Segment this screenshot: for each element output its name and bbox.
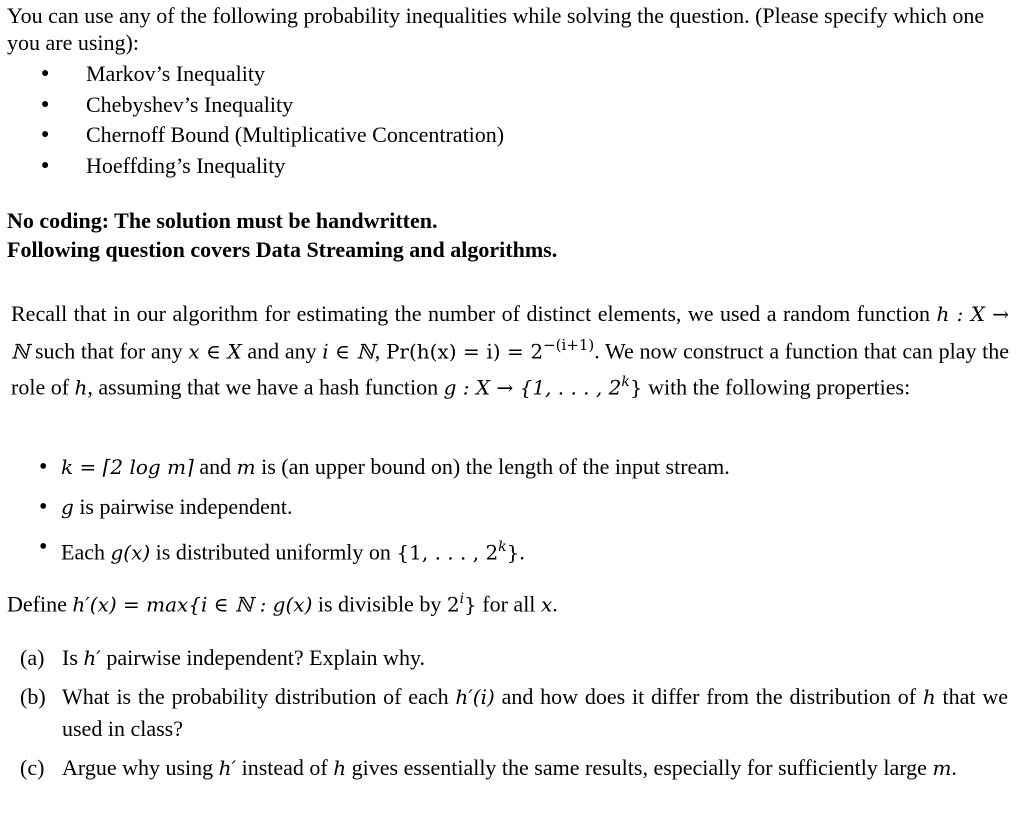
para-text-4: , [374,338,386,364]
uniform-text: is distributed uniformly on [150,539,397,565]
question-b-h: h [922,685,936,709]
definition-line [7,584,558,619]
define-x: x [540,592,553,617]
no-coding-note: No coding: The solution must be handwritten. [7,208,438,233]
question-c-pre: Argue why using [62,755,219,780]
question-a-post: pairwise independent? Explain why. [100,645,426,670]
property-k [0,452,730,492]
g-symbol: g [61,495,74,519]
question-b [20,681,1008,744]
define-mid: is divisible by [312,591,447,617]
question-b-hprime-i: h′(i) [455,685,495,709]
para-text-6: , assuming that we have a hash function [87,374,444,400]
x-in-X-math: x ∈ X [188,339,242,364]
probability-exponent: −(i+1) [543,336,595,354]
question-a-pre: Is [62,645,84,670]
pairwise-text: is pairwise independent. [73,494,293,519]
property-pairwise [0,492,730,532]
intro-text: You can use any of the following probability inequalities while solving the question. (Please specify which one you are using): [7,3,985,55]
question-c-hprime: h′ [218,756,237,780]
property-uniform [0,532,730,572]
k-exponent: k [621,374,630,391]
define-exponent: i [459,591,465,607]
para-text-2: such that for any [29,338,189,364]
para-text-3: and any [241,338,323,364]
m-symbol: m [236,455,256,479]
g-map-math: g : X → {1, . . . , 2 [443,375,622,400]
question-c-h: h [333,756,347,780]
define-lhs-math: h′(x) = max{i ∈ ℕ : g(x) [72,592,313,617]
set-k-exponent: k [498,539,507,555]
property-period: . [519,539,525,565]
problem-paragraph [11,298,1009,404]
define-pre: Define [7,591,73,617]
define-close: } [464,592,477,617]
question-c-label: (c) [20,755,45,780]
question-b-mid: and how does it differ from the distribution of [494,684,923,709]
k-text: and [193,454,237,479]
set-close-2: } [506,540,520,565]
k-definition-math: k = ⌈2 log m⌉ [61,455,194,479]
question-a-label: (a) [20,645,45,670]
inequality-chernoff: ● Chernoff Bound (Multiplicative Concentration) [0,120,504,151]
property-list [0,452,730,572]
para-text-7: with the following properties: [642,374,911,400]
set-math: {1, . . . , 2 [396,540,499,565]
question-b-label: (b) [20,684,46,709]
para-text-1: Recall that in our algorithm for estimating the number of distinct elements, we used a random function [11,301,930,326]
question-b-post: that we used in class? [62,684,1008,741]
question-c-post: . [951,755,957,780]
question-c-text [62,752,1008,784]
k-text-2: is (an upper bound on) the length of the input stream. [255,454,730,479]
question-c-m: m [932,756,952,780]
set-close: } [629,375,643,400]
h-symbol: h [74,375,88,400]
inequality-hoeffding: ● Hoeffding’s Inequality [0,151,504,182]
define-period: . [552,591,558,617]
inequality-markov: ● Markov’s Inequality [0,59,504,90]
question-b-text [62,681,1008,744]
i-in-N-math: i ∈ ℕ [322,339,375,364]
question-a [20,642,1008,674]
question-c [20,752,1008,784]
inequality-chebyshev: ● Chebyshev’s Inequality [0,90,504,121]
define-pow: 2 [446,592,460,617]
inequality-list [0,59,504,181]
question-a-text [62,642,1008,674]
define-for-all: for all [476,591,541,617]
topic-note: Following question covers Data Streaming and algorithms. [7,237,558,262]
question-c-mid2: gives essentially the same results, especially for sufficiently large [346,755,933,780]
para-text-5: . We now construct a function that can play the role of [11,338,1009,400]
question-c-mid: instead of [236,755,334,780]
probability-math: Pr(h(x) = i) = 2 [385,339,544,364]
question-a-hprime: h′ [83,646,101,670]
h-map-math: h : X → ℕ [11,302,1010,364]
each-text: Each [61,539,111,565]
question-b-pre: What is the probability distribution of each [62,684,456,709]
gx-math: g(x) [110,540,151,565]
